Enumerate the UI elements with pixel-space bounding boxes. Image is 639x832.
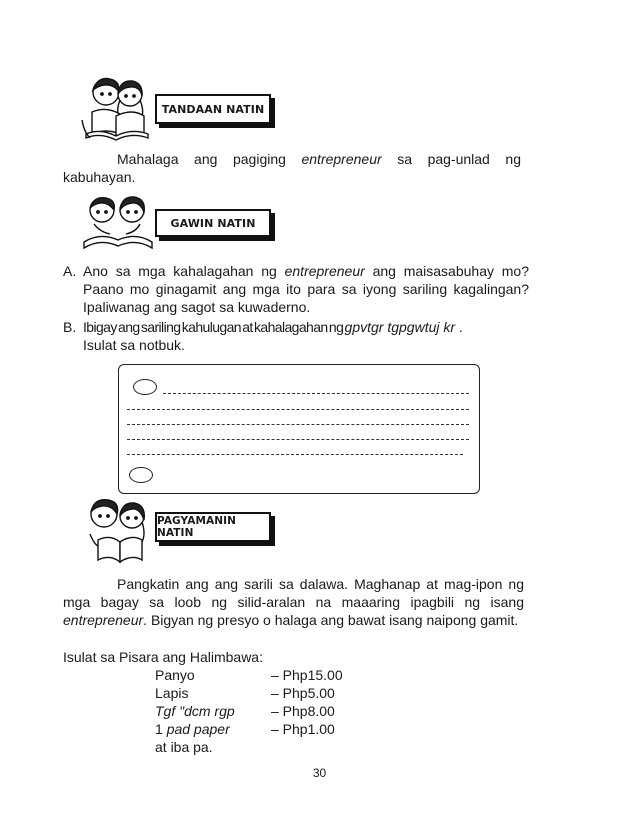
answer-line [127,409,469,410]
page-number: 30 [312,766,327,780]
price-row: Tgf "dcm rgp – Php8.00 [155,703,335,719]
price-row: 1 pad paper – Php1.00 [155,721,335,737]
pagyamanin-paragraph: Pangkatin ang ang sarili sa dalawa. Maghanap at mag-ipon ng mga bagay sa loob ng silid-aralan na maaaring ipagbili ng isang entrepreneur. Bigyan ng presyo o halaga ang bawat isang naipong gamit. [63,576,524,628]
students-writing-illustration [80,192,156,254]
answer-line [127,454,463,455]
gawin-natin-banner: GAWIN NATIN [155,209,271,237]
students-reading-illustration [80,72,156,146]
tandaan-paragraph: Mahalaga ang pagiging entrepreneur sa pag-unlad ng kabuhayan. [63,151,521,185]
pagyamanin-instruction: Isulat sa Pisara ang Halimbawa: [63,649,263,665]
pagyamanin-natin-banner: PAGYAMANIN NATIN [155,512,271,542]
price-row: at iba pa. [155,739,213,755]
answer-oval-bottom [129,467,153,483]
tandaan-natin-banner: TANDAAN NATIN [155,94,271,124]
answer-line [163,393,469,394]
price-list [0,666,639,766]
gawin-item-a: A. Ano sa mga kahalagahan ng entrepreneur ang maisasabuhay mo? Paano mo ginagamit ang mga ito para sa iyong sariling kagalingan? Ipaliwanag ang sagot sa kuwaderno. [63,263,529,315]
price-row: Lapis – Php5.00 [155,685,335,701]
answer-line [127,424,469,425]
answer-oval-top [133,379,157,395]
answer-line [127,439,469,440]
gawin-item-b: B. Ibigay ang sariling kahulugan at kahalagahan ng gpvtgr tgpgwtuj kr . Isulat sa notbuk. [63,319,463,353]
price-row: Panyo – Php15.00 [155,667,343,683]
students-sharing-book-illustration [80,494,156,568]
answer-box[interactable] [118,364,480,494]
